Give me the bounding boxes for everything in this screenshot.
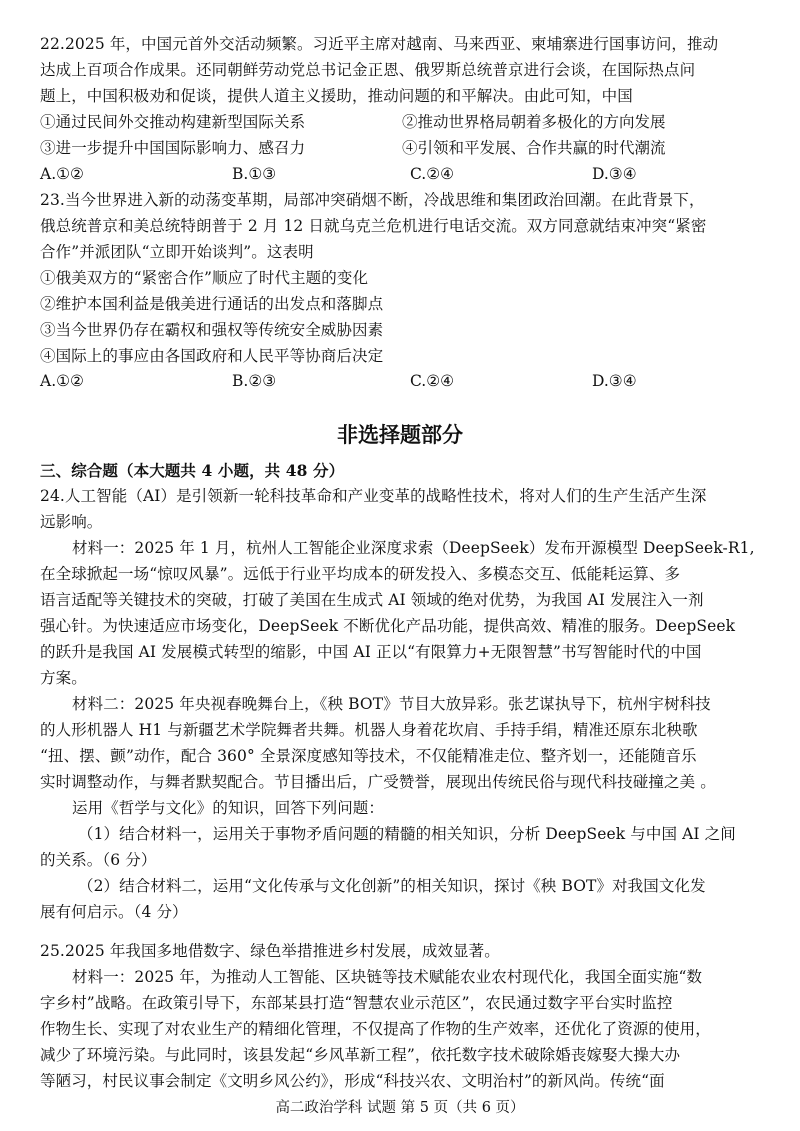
q23-option-d: D.③④	[592, 372, 637, 390]
q24-sub2-line: （2）结合材料二，运用“文化传承与文化创新”的相关知识，探讨《秧 BOT》对我国文化发	[78, 877, 706, 895]
q23-statement-2: ②维护本国利益是俄美进行通话的出发点和落脚点	[40, 295, 384, 313]
q22-option-c: C.②④	[410, 165, 455, 183]
q24-material1-line: 在全球掀起一场“惊叹风暴”。远低于行业平均成本的研发投入、多模态交互、低能耗运算、多	[40, 565, 681, 583]
q24-material1-line: 的跃升是我国 AI 发展模式转型的缩影，中国 AI 正以“有限算力+无限智慧”书写智能时代的中国	[40, 643, 702, 661]
q24-material2-line: 实时调整动作，与舞者默契配合。节目播出后，广受赞誉，展现出传统民俗与现代科技碰撞之美 。	[40, 773, 716, 791]
q24-intro-line: 远影响。	[40, 513, 103, 531]
q24-material2-line: 的人形机器人 H1 与新疆艺术学院舞者共舞。机器人身着花坎肩、手持手绢，精准还原东北秧歌	[40, 721, 698, 739]
q24-material1-line: 强心针。为快速适应市场变化，DeepSeek 不断优化产品功能，提供高效、精准的服务。DeepSeek	[40, 617, 736, 635]
q23-stem-line: 23.当今世界进入新的动荡变革期，局部冲突硝烟不断，冷战思维和集团政治回潮。在此背景下，	[40, 191, 705, 209]
q25-material1-line: 减少了环境污染。与此同时，该县发起“乡风革新工程”，依托数字技术破除婚丧嫁娶大操大办	[40, 1046, 681, 1064]
q22-statement-2: ②推动世界格局朝着多极化的方向发展	[402, 113, 666, 131]
q25-material1-line: 字乡村”战略。在政策引导下，东部某县打造“智慧农业示范区”，农民通过数字平台实时监控	[40, 994, 673, 1012]
q23-statement-1: ①俄美双方的“紧密合作”顺应了时代主题的变化	[40, 269, 369, 287]
q24-material1-line: 材料一：2025 年 1 月，杭州人工智能企业深度求索（DeepSeek）发布开源模型 DeepSeek-R1,	[72, 539, 755, 557]
q24-sub1-line: 的关系。（6 分）	[40, 851, 157, 869]
q22-stem-line: 22.2025 年，中国元首外交活动频繁。习近平主席对越南、马来西亚、柬埔寨进行国事访问，推动	[40, 35, 719, 53]
part-heading: 三、综合题（本大题共 4 小题，共 48 分）	[40, 461, 345, 480]
q22-option-d: D.③④	[592, 165, 637, 183]
q24-sub1-line: （1）结合材料一，运用关于事物矛盾问题的精髓的相关知识，分析 DeepSeek 与中国 AI 之间	[78, 825, 736, 843]
section-title: 非选择题部分	[337, 423, 463, 447]
q22-option-a: A.①②	[40, 165, 84, 183]
q23-statement-3: ③当今世界仍存在霸权和强权等传统安全威胁因素	[40, 321, 384, 339]
q25-material1-line: 等陋习，村民议事会制定《文明乡风公约》，形成“科技兴农、文明治村”的新风尚。传统“面	[40, 1072, 665, 1090]
q23-option-a: A.①②	[40, 372, 84, 390]
q22-stem-line: 题上，中国积极劝和促谈，提供人道主义援助，推动问题的和平解决。由此可知，中国	[40, 87, 633, 105]
q25-intro: 25.2025 年我国多地借数字、绿色举措推进乡村发展，成效显著。	[40, 942, 500, 960]
q23-statement-4: ④国际上的事应由各国政府和人民平等协商后决定	[40, 347, 384, 365]
q23-option-c: C.②④	[410, 372, 455, 390]
q22-option-b: B.①③	[232, 165, 277, 183]
q25-material1-line: 材料一：2025 年，为推动人工智能、区块链等技术赋能农业农村现代化，我国全面实施“数	[72, 968, 703, 986]
q24-material2-line: 材料二：2025 年央视春晚舞台上，《秧 BOT》节目大放异彩。张艺谋执导下，杭州宇树科技	[72, 695, 711, 713]
q24-material1-line: 语言适配等关键技术的突破，打破了美国在生成式 AI 领域的绝对优势，为我国 AI 发展注入一剂	[40, 591, 704, 609]
q25-material1-line: 作物生长、实现了对农业生产的精细化管理，不仅提高了作物的生产效率，还优化了资源的使用，	[40, 1020, 711, 1038]
q24-sub2-line: 展有何启示。（4 分）	[40, 903, 188, 921]
q23-stem-line: 俄总统普京和美总统特朗普于 2 月 12 日就乌克兰危机进行电话交流。双方同意就结束冲突“紧密	[40, 217, 707, 235]
q22-statement-1: ①通过民间外交推动构建新型国际关系	[40, 113, 306, 131]
q24-material2-line: “扭、摆、颤”动作，配合 360° 全景深度感知等技术，不仅能精准走位、整齐划一，还能随音乐	[40, 747, 697, 765]
page-footer: 高二政治学科 试题 第 5 页（共 6 页）	[275, 1100, 525, 1116]
q24-material1-line: 方案。	[40, 669, 87, 687]
q22-statement-3: ③进一步提升中国国际影响力、感召力	[40, 139, 306, 157]
q24-instruction: 运用《哲学与文化》的知识，回答下列问题：	[72, 799, 385, 817]
q22-stem-line: 达成上百项合作成果。还同朝鲜劳动党总书记金正恩、俄罗斯总统普京进行会谈，在国际热点问	[40, 61, 696, 79]
q24-intro-line: 24.人工智能（AI）是引领新一轮科技革命和产业变革的战略性技术，将对人们的生产生活产生深	[40, 487, 707, 505]
q23-stem-line: 合作”并派团队“立即开始谈判”。这表明	[40, 243, 314, 261]
q23-option-b: B.②③	[232, 372, 277, 390]
q22-statement-4: ④引领和平发展、合作共赢的时代潮流	[402, 139, 666, 157]
